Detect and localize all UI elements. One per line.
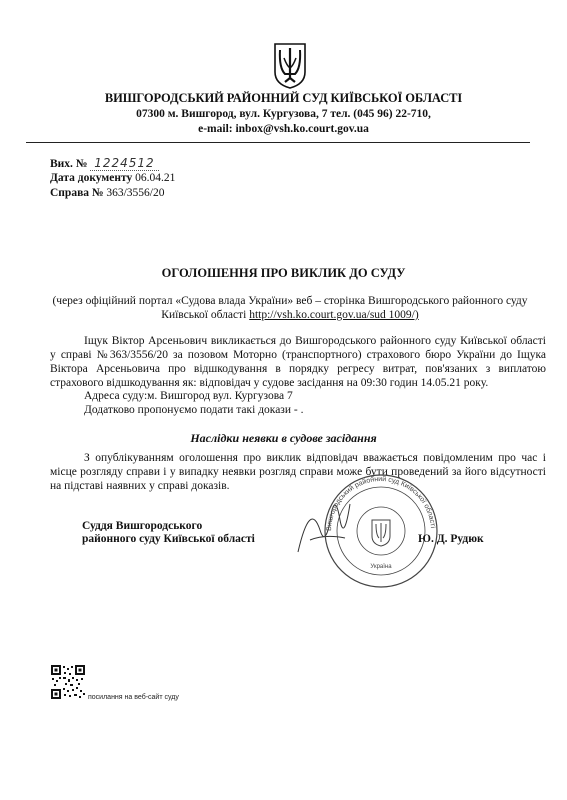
court-name: ВИШГОРОДСЬКИЙ РАЙОННИЙ СУД КИЇВСЬКОЇ ОБЛАСТІ [104,91,463,105]
judge-name: Ю. Д. Рудюк [418,533,484,545]
portal-text: (через офіційний портал «Судова влада України» веб – сторінка Вишгородського районного суду Київської області [52,295,528,321]
notice-title: ОГОЛОШЕННЯ ПРО ВИКЛИК ДО СУДУ [161,266,406,280]
court-address: 07300 м. Вишгород, вул. Кургузова, 7 тел. (045 96) 22-710, [136,108,431,120]
evidence-line: Додатково пропонуємо подати такі докази - . [84,404,304,416]
case-number-value: 363/3556/20 [106,187,165,199]
document-date-row [50,172,175,184]
consequences-title: Наслідки неявки в судове засідання [190,431,377,445]
seal-outer-text: Вишгородський районний суд Київської області [325,475,436,532]
outgoing-number-handwritten: 1224512 [90,156,158,171]
case-number-row [50,187,164,199]
case-number-label: Справа № [50,187,104,199]
document-date-label: Дата документу [50,172,133,184]
outgoing-number-label: Вих. № [50,158,88,170]
seal-inner-text: Україна [370,564,392,570]
summons-paragraph: Іщук Віктор Арсеньович викликається до Вишгородського районного суду Київської області у справі №363/3556/20 за позовом Моторно (транспортного) страхового бюро України до Іщука Віктора Арсеньовича про відшкодування в порядку регресу витрат, пов'язаних з виплатою страхового відшкодування як: відповідач у судове засідання на 09:30 годин 14.05.21 року. [50,335,546,389]
judge-title-line2: районного суду Київської області [82,533,255,545]
portal-note [40,294,540,322]
header-divider [26,142,530,143]
qr-caption: посилання на веб-сайт суду [88,694,179,701]
court-address-line: Адреса суду:м. Вишгород вул. Кургузова 7 [84,390,293,402]
svg-text:Вишгородський районний суд Киї [326,475,437,531]
court-seal [322,472,440,590]
judge-title-line1: Суддя Вишгородського [82,520,203,532]
coat-of-arms-icon [271,40,309,90]
consequences-paragraph: З опублікуванням оголошення про виклик відповідач вважається повідомленим про час і місце розгляду справи і у випадку неявки розгляд справи може бути проведений за його відсутності на підставі наявних у справі доказів. [50,452,546,492]
outgoing-number-row [50,156,159,170]
document-date-value: 06.04.21 [135,172,176,184]
qr-code-icon[interactable] [50,664,86,700]
court-email: e-mail: inbox@vsh.ko.court.gov.ua [198,123,369,135]
portal-link[interactable]: http://vsh.ko.court.gov.ua/sud 1009/) [249,309,419,321]
